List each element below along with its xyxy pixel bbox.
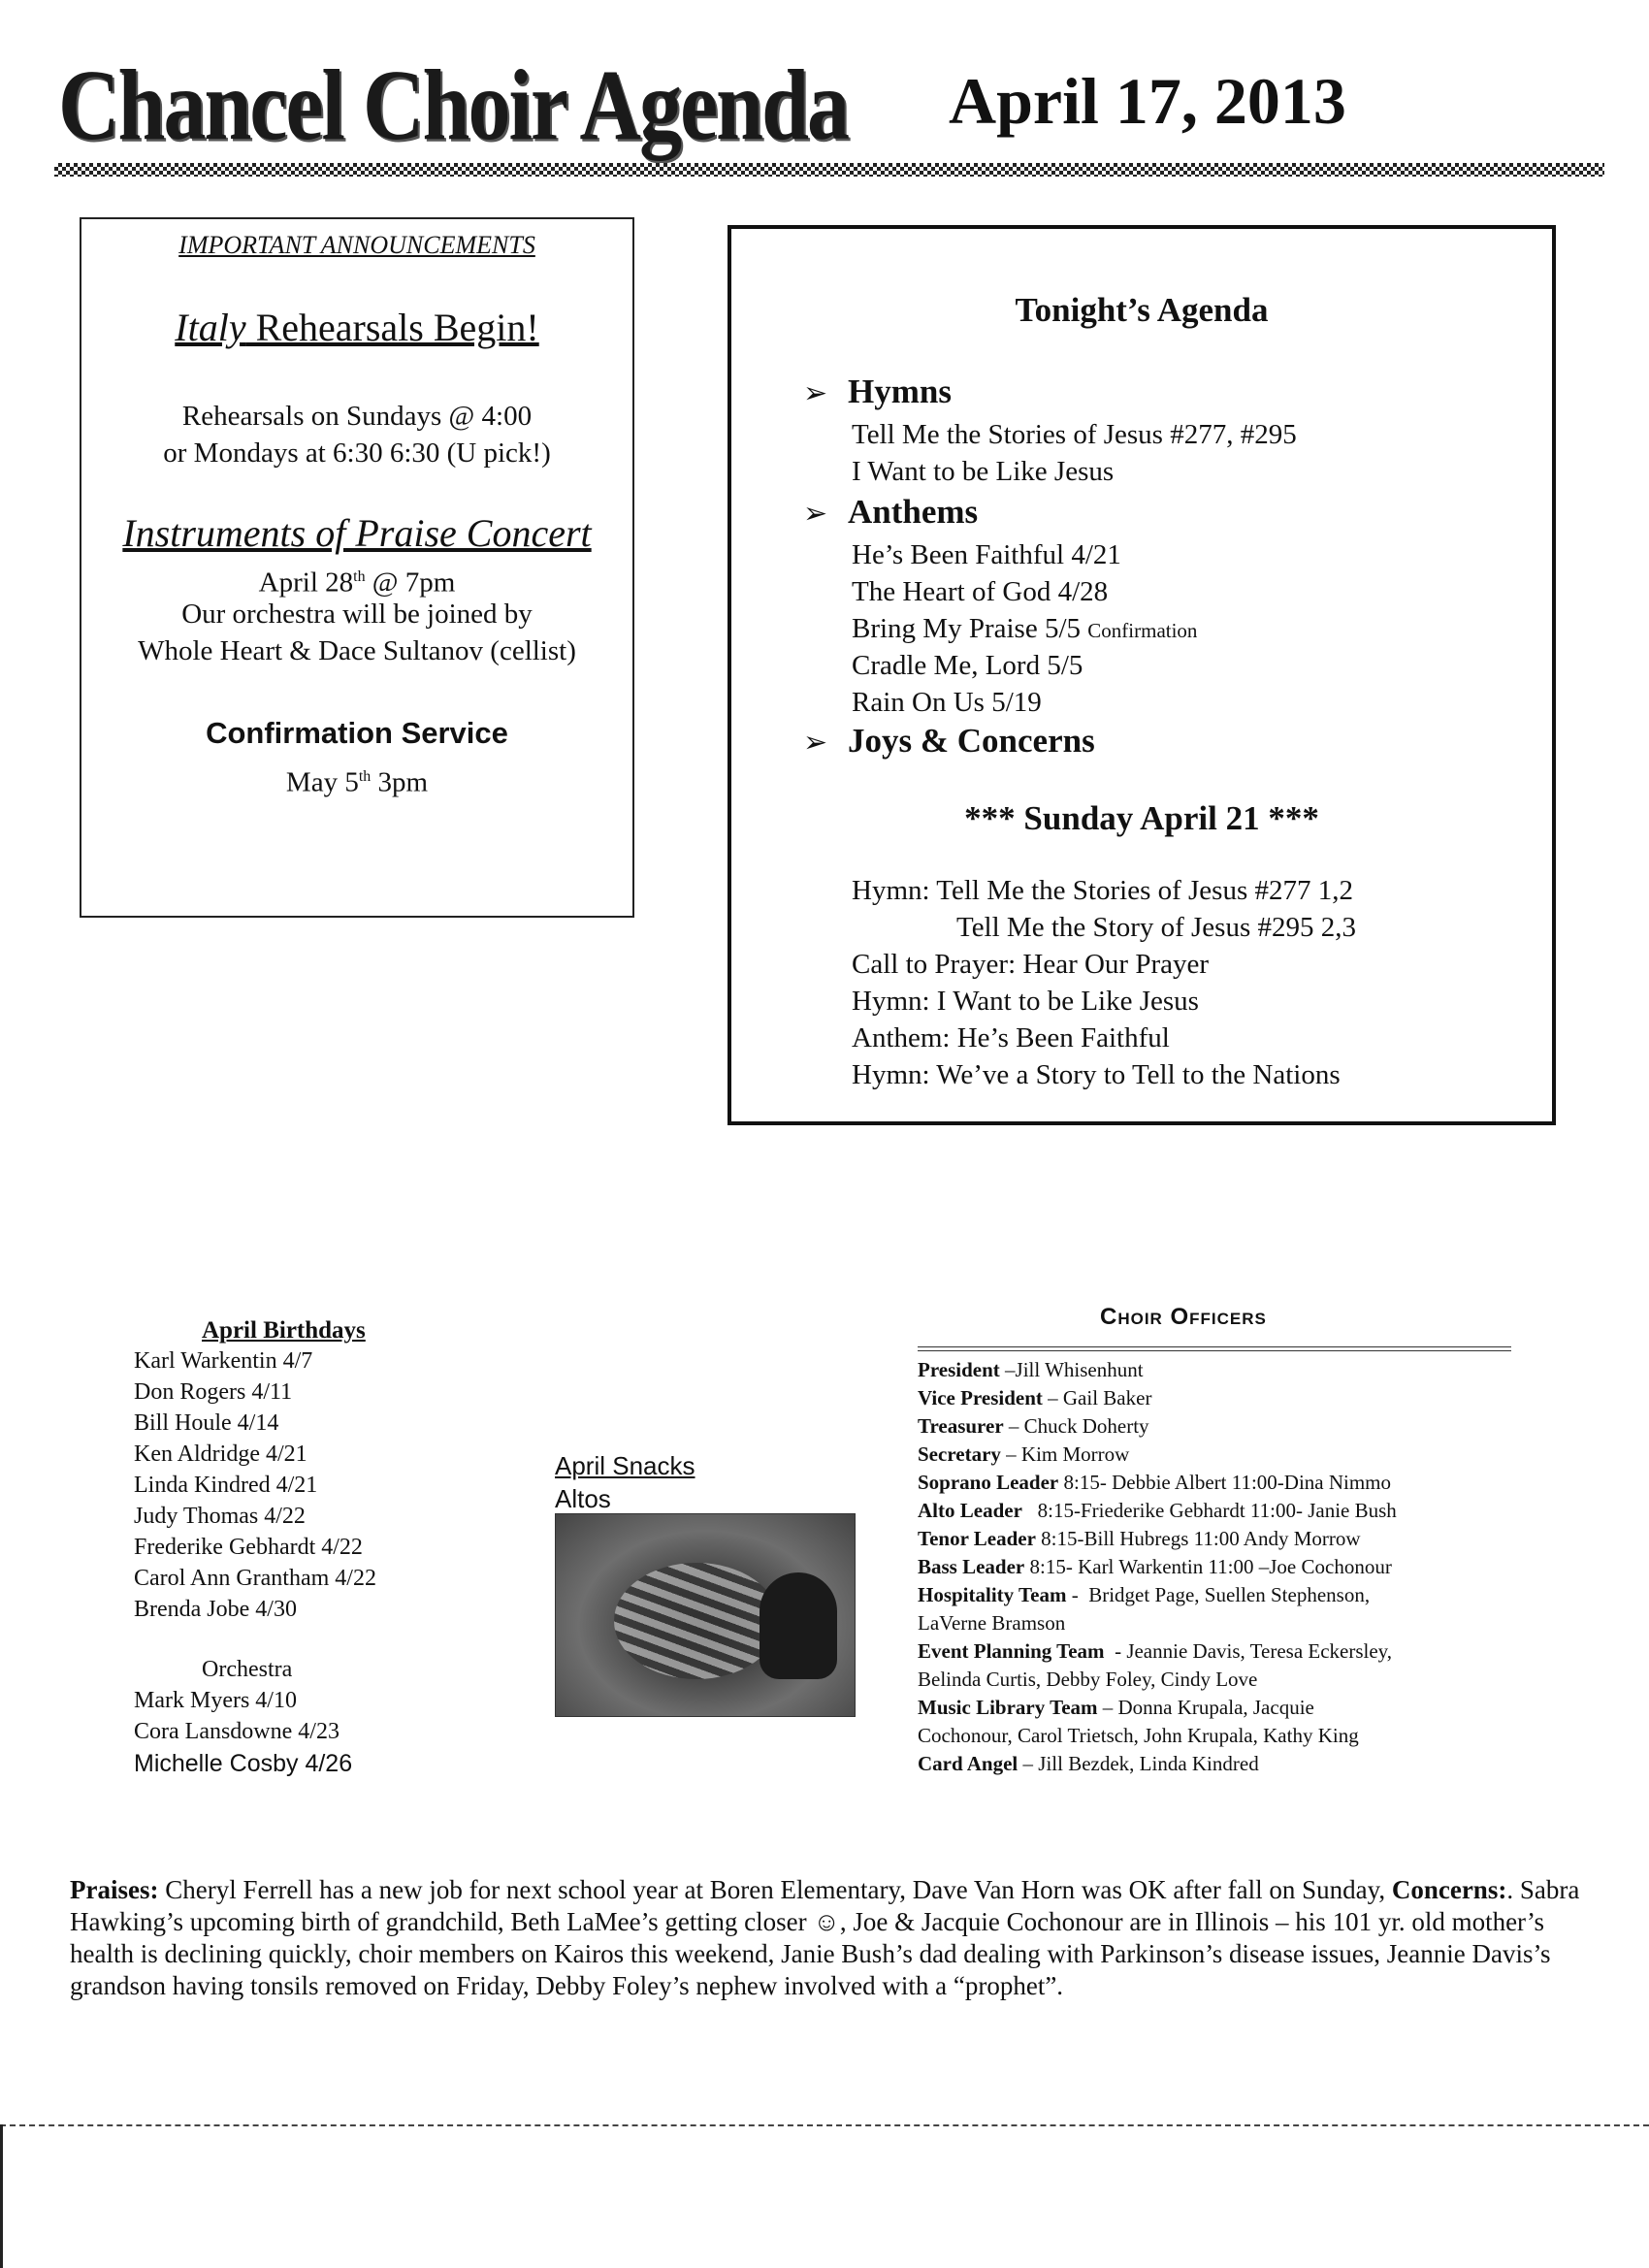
arrow-bullet-icon: ➢ bbox=[803, 497, 828, 531]
anthem-item bbox=[852, 613, 1197, 645]
officer-role: Tenor Leader bbox=[918, 1527, 1036, 1550]
concert-line-2: Our orchestra will be joined by bbox=[181, 599, 533, 630]
rehearsals-heading-rest: Rehearsals Begin! bbox=[245, 306, 539, 349]
officer-separator: - bbox=[1066, 1583, 1089, 1606]
officer-names: Bridget Page, Suellen Stephenson, bbox=[1088, 1583, 1371, 1606]
service-item: Tell Me the Story of Jesus #295 2,3 bbox=[956, 912, 1356, 943]
officer-row bbox=[918, 1611, 1065, 1636]
rehearsals-line-2: or Mondays at 6:30 6:30 (U pick!) bbox=[163, 437, 551, 469]
officer-row bbox=[918, 1583, 1370, 1607]
hymn-item: I Want to be Like Jesus bbox=[852, 456, 1115, 487]
anthem-text: Rain On Us 5/19 bbox=[852, 687, 1042, 718]
snacks-group: Altos bbox=[555, 1484, 611, 1513]
birthday-item: Carol Ann Grantham 4/22 bbox=[134, 1566, 376, 1591]
anthems-section bbox=[803, 493, 978, 532]
officers-heading: Choir Officers bbox=[1100, 1304, 1267, 1330]
concert-date-main: April 28 bbox=[258, 567, 354, 599]
officer-row bbox=[918, 1471, 1391, 1495]
orchestra-heading: Orchestra bbox=[202, 1657, 293, 1682]
service-item: Anthem: He’s Been Faithful bbox=[852, 1022, 1170, 1053]
anthem-item bbox=[852, 687, 1042, 719]
page-title: Chancel Choir Agenda bbox=[58, 50, 849, 162]
arrow-bullet-icon: ➢ bbox=[803, 376, 828, 410]
officer-separator: - bbox=[1104, 1639, 1127, 1663]
confirmation-heading: Confirmation Service bbox=[206, 716, 508, 750]
officer-role: Treasurer bbox=[918, 1414, 1004, 1438]
officer-names: Jill Bezdek, Linda Kindred bbox=[1038, 1752, 1259, 1775]
agenda-title: Tonight’s Agenda bbox=[1015, 291, 1269, 329]
sunday-heading: *** Sunday April 21 *** bbox=[964, 799, 1319, 837]
praises-text: Cheryl Ferrell has a new job for next school year at Boren Elementary, Dave Van Horn was OK after fall on Sunday, bbox=[158, 1875, 1386, 1904]
birthday-item: Judy Thomas 4/22 bbox=[134, 1504, 306, 1529]
officer-role: Secretary bbox=[918, 1442, 1001, 1466]
officer-row bbox=[918, 1668, 1257, 1692]
snacks-heading: April Snacks bbox=[555, 1451, 695, 1480]
officer-role: Card Angel bbox=[918, 1752, 1018, 1775]
officer-names: Donna Krupala, Jacquie bbox=[1117, 1696, 1314, 1719]
confirmation-date-main: May 5 bbox=[285, 766, 359, 798]
officer-role: Soprano Leader bbox=[918, 1471, 1059, 1494]
officer-separator: – bbox=[1000, 1442, 1021, 1466]
officer-row bbox=[918, 1386, 1151, 1410]
anthem-item bbox=[852, 576, 1108, 608]
anthems-label: Anthems bbox=[848, 493, 979, 531]
birthday-item: Karl Warkentin 4/7 bbox=[134, 1348, 313, 1374]
officer-names: Kim Morrow bbox=[1020, 1442, 1130, 1466]
officer-role: Music Library Team bbox=[918, 1696, 1098, 1719]
hymns-label: Hymns bbox=[848, 373, 952, 410]
officer-names: 8:15- Karl Warkentin 11:00 –Joe Cochonour bbox=[1029, 1555, 1392, 1578]
birthday-item: Brenda Jobe 4/30 bbox=[134, 1597, 297, 1622]
orchestra-birthday-item: Michelle Cosby 4/26 bbox=[134, 1750, 353, 1777]
officer-separator: – bbox=[1003, 1414, 1024, 1438]
officer-row bbox=[918, 1358, 1144, 1382]
agenda-box bbox=[728, 225, 1556, 1125]
orchestra-birthday-item: Mark Myers 4/10 bbox=[134, 1688, 297, 1713]
birthday-item: Bill Houle 4/14 bbox=[134, 1410, 279, 1436]
arrow-bullet-icon: ➢ bbox=[803, 726, 828, 760]
officer-names: 8:15-Friederike Gebhardt 11:00- Janie Bush bbox=[1037, 1499, 1397, 1522]
officer-row bbox=[918, 1527, 1361, 1551]
officer-names: LaVerne Bramson bbox=[918, 1611, 1066, 1635]
announcements-box bbox=[80, 217, 634, 918]
officer-names: Jill Whisenhunt bbox=[1015, 1358, 1144, 1381]
rehearsals-line-1: Rehearsals on Sundays @ 4:00 bbox=[181, 401, 533, 432]
officer-separator: – bbox=[1097, 1696, 1118, 1719]
cup-shape bbox=[760, 1572, 837, 1679]
birthdays-heading: April Birthdays bbox=[202, 1317, 366, 1344]
concerns-label: Concerns: bbox=[1391, 1875, 1507, 1904]
checkered-divider bbox=[54, 163, 1604, 177]
concert-date-time: @ 7pm bbox=[365, 567, 456, 599]
concerns-text: . Sabra Hawking’s upcoming birth of grandchild, Beth LaMee’s getting closer ☺, Joe & Jacquie Cochonour are in Illinois – his 101 yr. old mother’s health is declining quickly, choir members on Kairos this weekend, Janie Bush’s dad dealing with Parkinson’s disease issues, Jeannie Davis’s grandson having tonsils removed on Friday, Debby Foley’s nephew involved with a “prophet”. bbox=[70, 1875, 1580, 2000]
officer-separator: – bbox=[999, 1358, 1016, 1381]
officer-role: Hospitality Team bbox=[918, 1583, 1067, 1606]
concert-line-3: Whole Heart & Dace Sultanov (cellist) bbox=[138, 635, 576, 666]
confirmation-date-suffix: th bbox=[358, 768, 372, 785]
anthem-text: Bring My Praise 5/5 bbox=[852, 613, 1088, 644]
confirmation-date bbox=[81, 759, 632, 801]
announcements-title: IMPORTANT ANNOUNCEMENTS bbox=[178, 231, 535, 259]
snacks-photo bbox=[555, 1513, 856, 1717]
praises-concerns bbox=[70, 1874, 1583, 2002]
service-item: Hymn: We’ve a Story to Tell to the Nations bbox=[852, 1059, 1341, 1090]
birthday-item: Linda Kindred 4/21 bbox=[134, 1473, 318, 1498]
officer-names: Jeannie Davis, Teresa Eckersley, bbox=[1126, 1639, 1393, 1663]
birthday-item: Ken Aldridge 4/21 bbox=[134, 1442, 307, 1467]
officer-names: 8:15- Debbie Albert 11:00-Dina Nimmo bbox=[1063, 1471, 1392, 1494]
officers-divider bbox=[918, 1346, 1511, 1351]
officer-role: President bbox=[918, 1358, 1000, 1381]
officer-role: Event Planning Team bbox=[918, 1639, 1105, 1663]
officer-names: Cochonour, Carol Trietsch, John Krupala, Kathy King bbox=[918, 1724, 1359, 1747]
concert-heading: Instruments of Praise Concert bbox=[122, 511, 592, 555]
anthem-text: Cradle Me, Lord 5/5 bbox=[852, 650, 1083, 681]
officer-separator: – bbox=[1042, 1386, 1063, 1409]
concert-date-suffix: th bbox=[353, 568, 366, 585]
hymn-item: Tell Me the Stories of Jesus #277, #295 bbox=[852, 419, 1297, 450]
officer-separator: – bbox=[1018, 1752, 1039, 1775]
anthem-note: Confirmation bbox=[1087, 619, 1198, 642]
officer-separator bbox=[1022, 1499, 1038, 1522]
officer-row bbox=[918, 1499, 1397, 1523]
officer-row bbox=[918, 1555, 1392, 1579]
officer-role: Vice President bbox=[918, 1386, 1043, 1409]
joys-concerns-label: Joys & Concerns bbox=[848, 722, 1095, 760]
rehearsals-heading bbox=[81, 305, 632, 350]
cut-line bbox=[0, 2124, 1649, 2126]
service-item: Hymn: I Want to be Like Jesus bbox=[852, 986, 1199, 1017]
joys-concerns-section bbox=[803, 722, 1095, 761]
birthday-item: Don Rogers 4/11 bbox=[134, 1379, 293, 1405]
service-item: Call to Prayer: Hear Our Prayer bbox=[852, 949, 1210, 980]
anthem-text: He’s Been Faithful 4/21 bbox=[852, 539, 1121, 570]
officer-row bbox=[918, 1752, 1259, 1776]
edge-mark bbox=[0, 2124, 3, 2268]
anthem-item bbox=[852, 539, 1121, 571]
officer-names: Gail Baker bbox=[1062, 1386, 1152, 1409]
anthem-item bbox=[852, 650, 1083, 682]
officer-names: Chuck Doherty bbox=[1023, 1414, 1149, 1438]
bowl-shape bbox=[614, 1563, 779, 1679]
confirmation-date-time: 3pm bbox=[371, 766, 429, 798]
officer-row bbox=[918, 1724, 1359, 1748]
orchestra-birthday-item: Cora Lansdowne 4/23 bbox=[134, 1719, 340, 1744]
officer-role: Bass Leader bbox=[918, 1555, 1025, 1578]
officer-row bbox=[918, 1696, 1314, 1720]
hymns-section bbox=[803, 373, 952, 411]
officer-row bbox=[918, 1442, 1129, 1467]
rehearsals-heading-italic: Italy bbox=[175, 306, 246, 349]
anthem-text: The Heart of God 4/28 bbox=[852, 576, 1109, 607]
agenda-date: April 17, 2013 bbox=[949, 64, 1346, 138]
officer-names: Belinda Curtis, Debby Foley, Cindy Love bbox=[918, 1668, 1258, 1691]
officer-row bbox=[918, 1639, 1392, 1664]
praises-label: Praises: bbox=[70, 1875, 159, 1904]
service-item: Hymn: Tell Me the Stories of Jesus #277 1,2 bbox=[852, 875, 1353, 906]
officer-role: Alto Leader bbox=[918, 1499, 1022, 1522]
birthday-item: Frederike Gebhardt 4/22 bbox=[134, 1535, 363, 1560]
officer-row bbox=[918, 1414, 1149, 1439]
officer-names: 8:15-Bill Hubregs 11:00 Andy Morrow bbox=[1041, 1527, 1361, 1550]
